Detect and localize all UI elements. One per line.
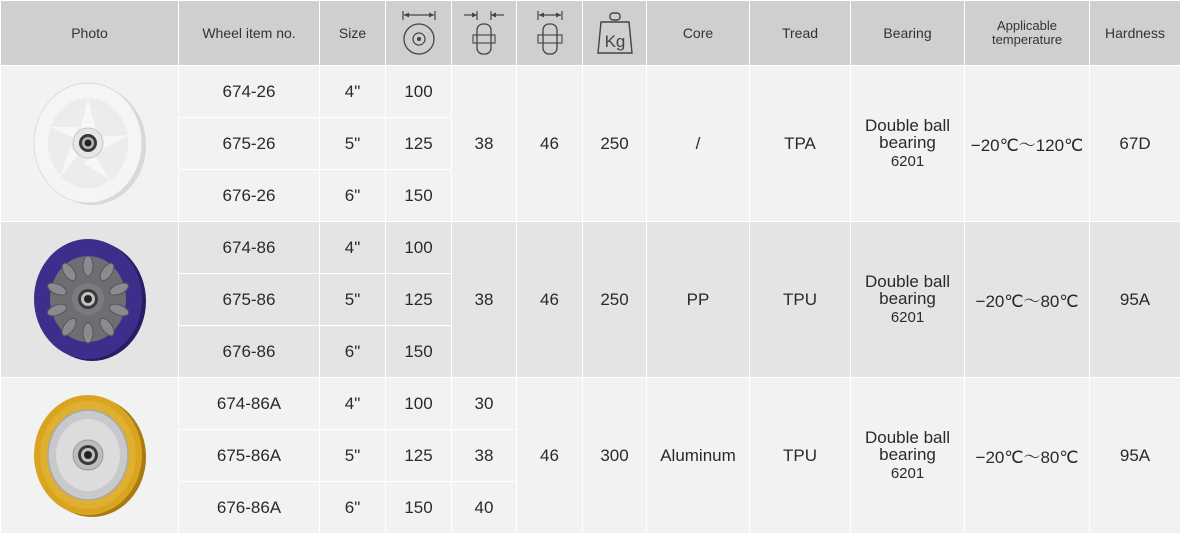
hardness-cell: 95A <box>1090 378 1180 534</box>
width-cell: 38 <box>452 430 517 482</box>
diameter-cell: 150 <box>386 326 452 378</box>
purple-pu-wheel-photo <box>1 222 179 378</box>
tread-cell: TPU <box>750 378 851 534</box>
white-nylon-wheel-photo <box>1 66 179 222</box>
load-capacity-icon <box>583 1 647 66</box>
core-cell: PP <box>647 222 750 378</box>
temperature-cell: −20℃～120℃ <box>965 66 1090 222</box>
width-cell: 38 <box>452 222 517 378</box>
hub-length-cell: 46 <box>517 66 583 222</box>
item-no-cell: 674-86A <box>179 378 320 430</box>
wheel-diameter-icon <box>386 1 452 66</box>
diameter-cell: 125 <box>386 118 452 170</box>
table-row <box>1 222 1180 274</box>
diameter-cell: 100 <box>386 222 452 274</box>
item-no-cell: 676-86A <box>179 482 320 534</box>
header-photo: Photo <box>1 1 179 66</box>
width-cell: 30 <box>452 378 517 430</box>
diameter-cell: 125 <box>386 274 452 326</box>
bearing-number: 6201 <box>890 153 925 170</box>
item-no-cell: 675-86 <box>179 274 320 326</box>
bearing-cell <box>851 222 965 378</box>
header-bearing: Bearing <box>851 1 965 66</box>
diameter-cell: 150 <box>386 482 452 534</box>
size-cell: 5" <box>320 430 386 482</box>
table-row <box>1 66 1180 118</box>
yellow-pu-aluminum-wheel-photo <box>1 378 179 534</box>
item-no-cell: 676-26 <box>179 170 320 222</box>
load-cell: 250 <box>583 66 647 222</box>
header-size: Size <box>320 1 386 66</box>
diameter-cell: 100 <box>386 378 452 430</box>
item-no-cell: 674-26 <box>179 66 320 118</box>
header-temp-line2: temperature <box>991 32 1063 47</box>
header-row <box>1 1 1180 66</box>
header-item-no: Wheel item no. <box>179 1 320 66</box>
bearing-line2: bearing <box>879 289 936 308</box>
bearing-number: 6201 <box>890 309 925 326</box>
item-no-cell: 676-86 <box>179 326 320 378</box>
table-row <box>1 378 1180 430</box>
diameter-cell: 100 <box>386 66 452 118</box>
item-no-cell: 674-86 <box>179 222 320 274</box>
size-cell: 5" <box>320 118 386 170</box>
bearing-number: 6201 <box>890 465 925 482</box>
tread-cell: TPU <box>750 222 851 378</box>
size-cell: 4" <box>320 222 386 274</box>
header-temp-line1: Applicable <box>997 18 1057 33</box>
bearing-line1: Double ball <box>864 272 951 291</box>
tread-cell: TPA <box>750 66 851 222</box>
load-cell: 250 <box>583 222 647 378</box>
hub-length-icon <box>517 1 583 66</box>
header-temperature <box>965 1 1090 66</box>
diameter-cell: 150 <box>386 170 452 222</box>
core-cell: / <box>647 66 750 222</box>
width-cell: 38 <box>452 66 517 222</box>
temperature-cell: −20℃～80℃ <box>965 378 1090 534</box>
width-cell: 40 <box>452 482 517 534</box>
bearing-line2: bearing <box>879 445 936 464</box>
size-cell: 5" <box>320 274 386 326</box>
item-no-cell: 675-86A <box>179 430 320 482</box>
tread-width-icon <box>452 1 517 66</box>
hardness-cell: 67D <box>1090 66 1180 222</box>
core-cell: Aluminum <box>647 378 750 534</box>
bearing-cell <box>851 378 965 534</box>
temperature-cell: −20℃～80℃ <box>965 222 1090 378</box>
svg-text:Kg: Kg <box>604 32 625 51</box>
hub-length-cell: 46 <box>517 378 583 534</box>
bearing-line1: Double ball <box>864 116 951 135</box>
diameter-cell: 125 <box>386 430 452 482</box>
size-cell: 6" <box>320 170 386 222</box>
header-hardness: Hardness <box>1090 1 1180 66</box>
item-no-cell: 675-26 <box>179 118 320 170</box>
hub-length-cell: 46 <box>517 222 583 378</box>
header-core: Core <box>647 1 750 66</box>
hardness-cell: 95A <box>1090 222 1180 378</box>
header-tread: Tread <box>750 1 851 66</box>
size-cell: 4" <box>320 378 386 430</box>
size-cell: 6" <box>320 326 386 378</box>
load-cell: 300 <box>583 378 647 534</box>
bearing-cell <box>851 66 965 222</box>
size-cell: 4" <box>320 66 386 118</box>
bearing-line2: bearing <box>879 133 936 152</box>
bearing-line1: Double ball <box>864 428 951 447</box>
size-cell: 6" <box>320 482 386 534</box>
